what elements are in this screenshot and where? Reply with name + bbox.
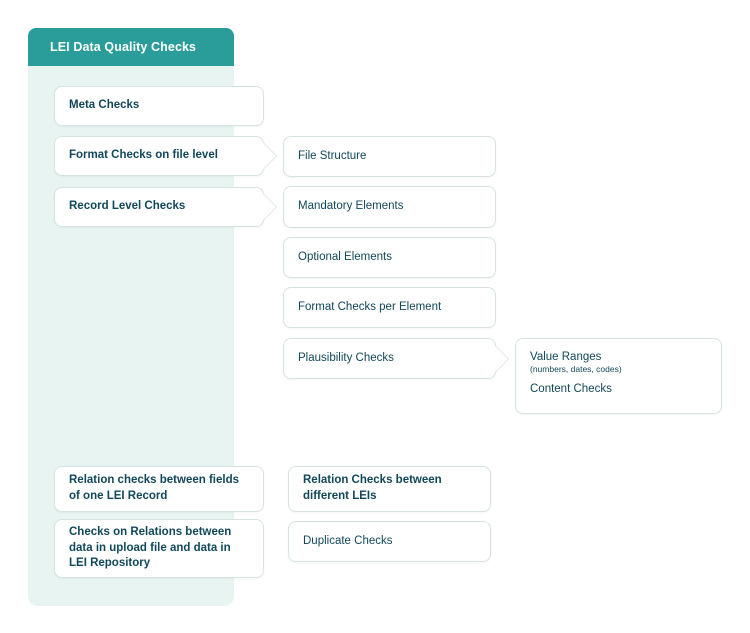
node-label: Format Checks on file level [69,149,218,162]
detail-item-value-ranges [530,351,622,374]
node-label: File Structure [298,149,367,162]
node-label: Record Level Checks [69,200,186,213]
node-relation-checks-fields-one-lei[interactable] [54,466,264,512]
page-title: LEI Data Quality Checks [50,40,197,54]
node-label: Checks on Relations between data in upload file and data in LEI Repository [69,526,232,570]
node-plausibility-checks[interactable] [283,338,496,379]
node-meta-checks[interactable] [54,86,264,126]
arrow-notch-fill-icon [263,194,276,220]
arrow-notch-fill-icon [263,143,276,169]
detail-list [516,351,636,395]
node-label: Duplicate Checks [303,534,393,547]
detail-subtitle: (numbers, dates, codes) [530,364,622,374]
node-record-level-checks[interactable] [54,187,264,227]
node-label: Plausibility Checks [298,351,394,364]
node-label: Relation checks between fields of one LEI Record [69,474,240,502]
node-label: Mandatory Elements [298,200,404,213]
node-format-checks-file-level[interactable] [54,136,264,176]
node-file-structure[interactable] [283,136,496,177]
node-checks-on-relations-upload-repository[interactable] [54,519,264,578]
node-optional-elements[interactable] [283,237,496,278]
detail-title: Value Ranges [530,351,602,363]
node-mandatory-elements[interactable] [283,186,496,228]
arrow-notch-fill-icon [495,346,508,372]
detail-title: Content Checks [530,383,612,395]
node-label: Optional Elements [298,250,392,263]
node-duplicate-checks[interactable] [288,521,491,562]
diagram-header [28,28,234,66]
node-label: Meta Checks [69,99,140,112]
node-plausibility-details[interactable] [515,338,722,414]
node-format-checks-per-element[interactable] [283,287,496,328]
node-relation-checks-different-leis[interactable] [288,466,491,512]
node-label: Format Checks per Element [298,300,442,313]
node-label: Relation Checks between different LEIs [303,474,442,502]
detail-item-content-checks [530,383,622,395]
